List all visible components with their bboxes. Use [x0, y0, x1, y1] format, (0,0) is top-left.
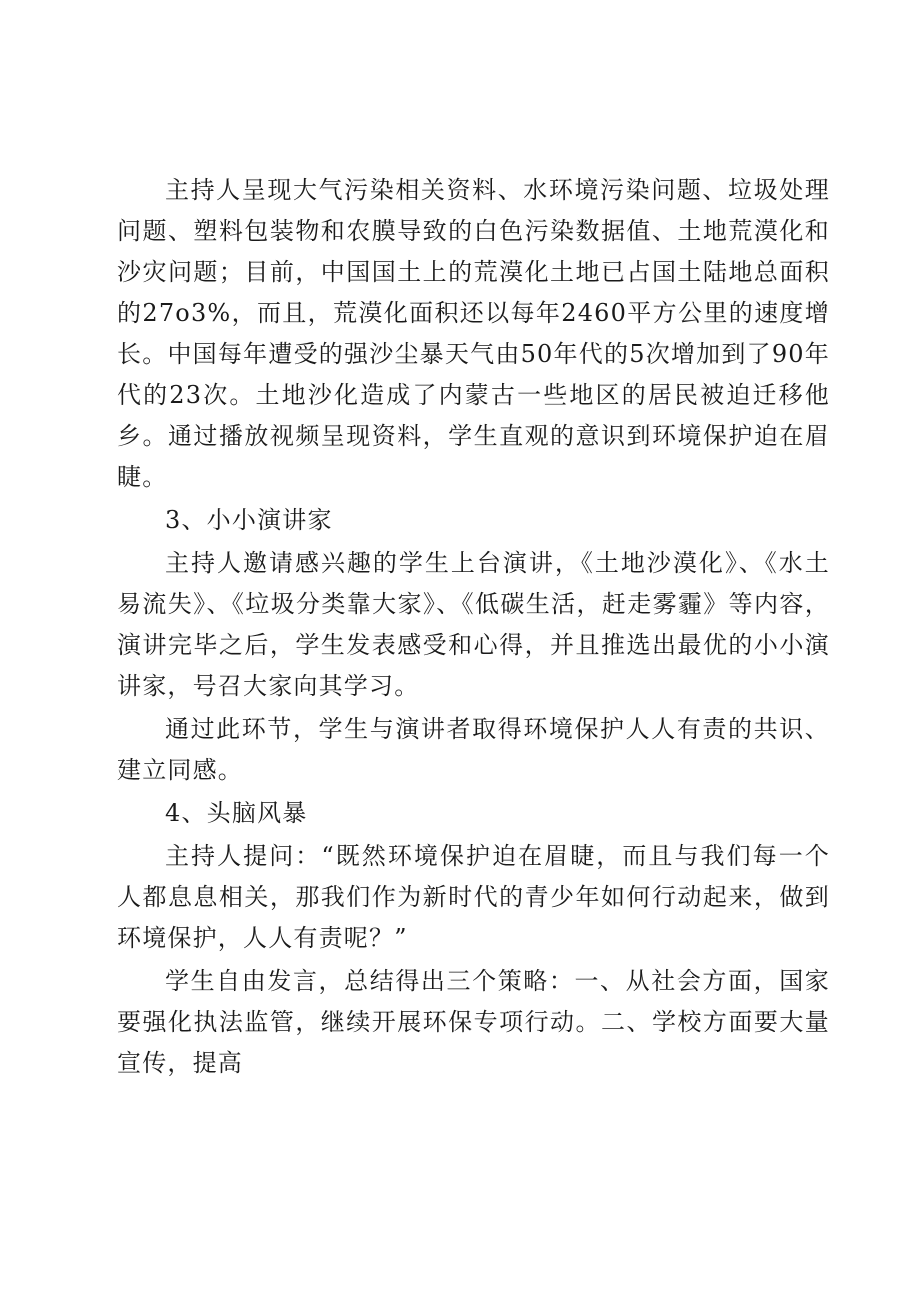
paragraph-consensus: 通过此环节，学生与演讲者取得环境保护人人有责的共识、建立同感。	[117, 715, 830, 784]
section-heading-speech: 3、小小演讲家	[165, 506, 333, 534]
paragraph-student-strategies: 学生自由发言，总结得出三个策略：一、从社会方面，国家要强化执法监管，继续开展环保专项行动。二、学校方面要大量宣传，提高	[117, 967, 830, 1077]
paragraph-host-question: 主持人提问：“既然环境保护迫在眉睫，而且与我们每一个人都息息相关，那我们作为新时代的青少年如何行动起来，做到环境保护，人人有责呢？”	[117, 842, 830, 952]
section-heading-brainstorm: 4、头脑风暴	[165, 799, 308, 827]
document-body	[117, 170, 830, 1084]
paragraph-pollution-data: 主持人呈现大气污染相关资料、水环境污染问题、垃圾处理问题、塑料包装物和农膜导致的白色污染数据值、土地荒漠化和沙灾问题；目前，中国国土上的荒漠化土地已占国土陆地总面积的27o3%，而且，荒漠化面积还以每年2460平方公里的速度增长。中国每年遭受的强沙尘暴天气由50年代的5次增加到了90年代的23次。土地沙化造成了内蒙古一些地区的居民被迫迁移他乡。通过播放视频呈现资料，学生直观的意识到环境保护迫在眉睫。	[117, 176, 830, 491]
paragraph-speech-activity: 主持人邀请感兴趣的学生上台演讲，《土地沙漠化》、《水土易流失》、《垃圾分类靠大家》、《低碳生活，赶走雾霾》等内容，演讲完毕之后，学生发表感受和心得，并且推选出最优的小小演讲家，号召大家向其学习。	[117, 549, 830, 700]
